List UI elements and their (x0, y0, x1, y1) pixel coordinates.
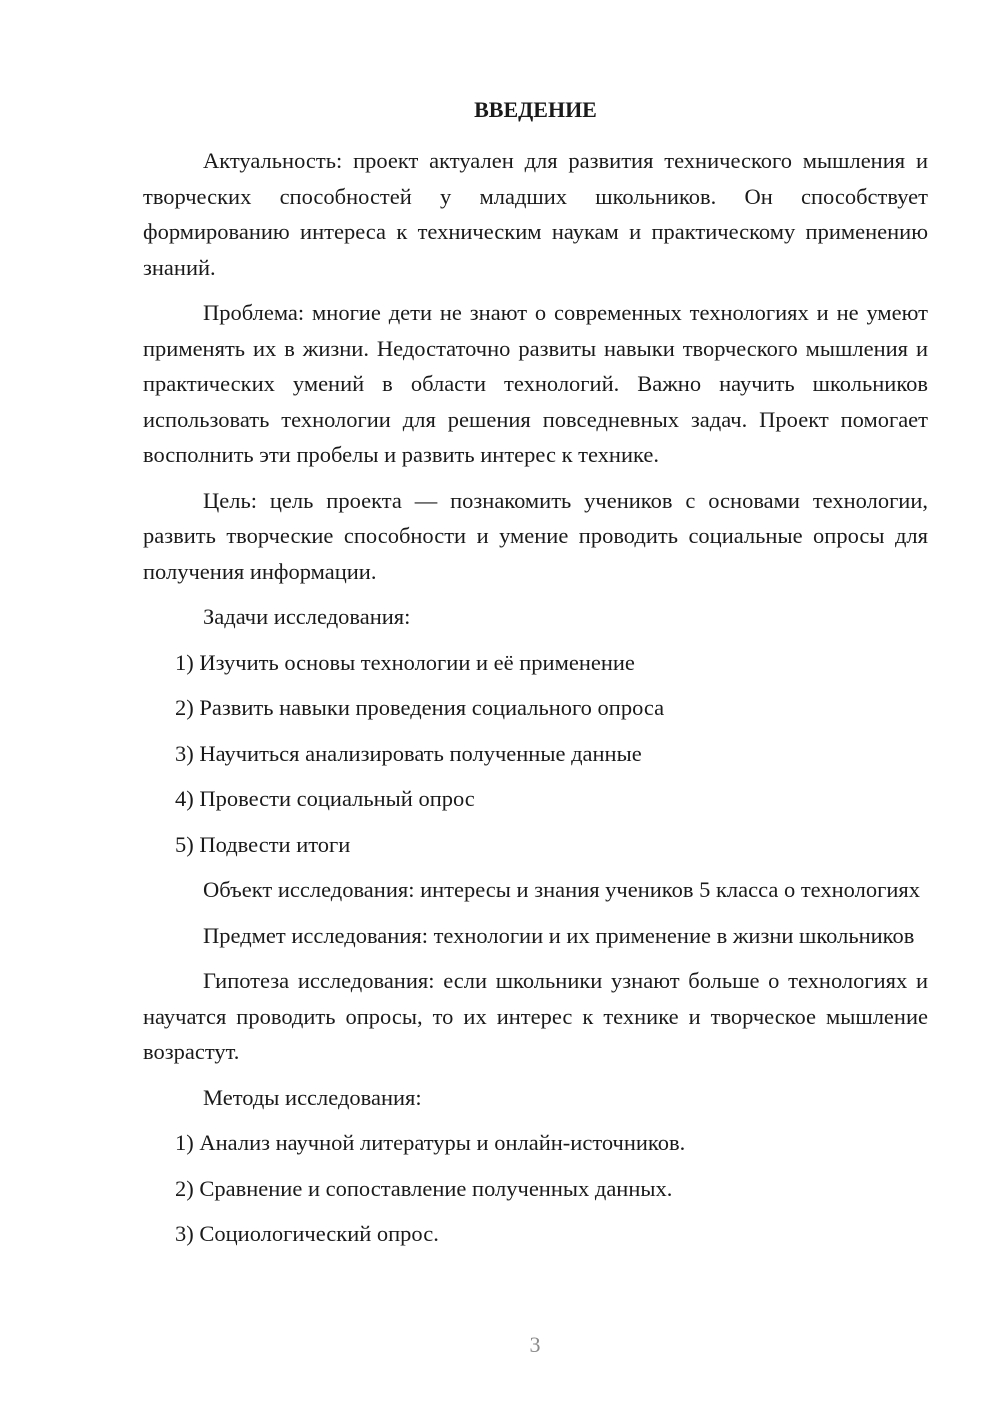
list-item: 1) Анализ научной литературы и онлайн-источников. (175, 1130, 686, 1155)
page-heading: ВВЕДЕНИЕ (474, 97, 597, 122)
subject-paragraph: Предмет исследования: технологии и их применение в жизни школьников (203, 922, 915, 948)
relevance-paragraph: Актуальность: проект актуален для развития технического мышления и творческих способностей у младших школьников. Он способствует формированию интереса к техническим наукам и практическому применению знаний. (143, 148, 928, 280)
object-paragraph: Объект исследования: интересы и знания учеников 5 класса о технологиях (203, 877, 920, 902)
tasks-heading: Задачи исследования: (203, 604, 411, 629)
methods-list (143, 1125, 928, 1252)
list-item: 4) Провести социальный опрос (175, 786, 475, 811)
problem-paragraph: Проблема: многие дети не знают о современных технологиях и не умеют применять их в жизни. Недостаточно развиты навыки творческого мышления и практических умений в области технологий. Важно научить школьников использовать технологии для решения повседневных задач. Проект помогает восполнить эти пробелы и развить интерес к технике. (143, 300, 928, 467)
list-item: 3) Научиться анализировать полученные данные (175, 740, 642, 766)
tasks-list (143, 645, 928, 863)
list-item: 3) Социологический опрос. (175, 1221, 439, 1246)
list-item: 1) Изучить основы технологии и её применение (175, 649, 635, 675)
methods-heading: Методы исследования: (203, 1084, 422, 1110)
list-item: 2) Развить навыки проведения социального опроса (175, 695, 665, 720)
page-number: 3 (529, 1332, 541, 1357)
hypothesis-paragraph: Гипотеза исследования: если школьники узнают больше о технологиях и научатся проводить опросы, то их интерес к технике и творческое мышление возрастут. (143, 968, 928, 1064)
list-item: 5) Подвести итоги (175, 831, 351, 857)
page-content (143, 92, 928, 1262)
goal-paragraph: Цель: цель проекта — познакомить учеников с основами технологии, развить творческие способности и умение проводить социальные опросы для получения информации. (143, 487, 928, 584)
list-item: 2) Сравнение и сопоставление полученных данных. (175, 1175, 673, 1201)
